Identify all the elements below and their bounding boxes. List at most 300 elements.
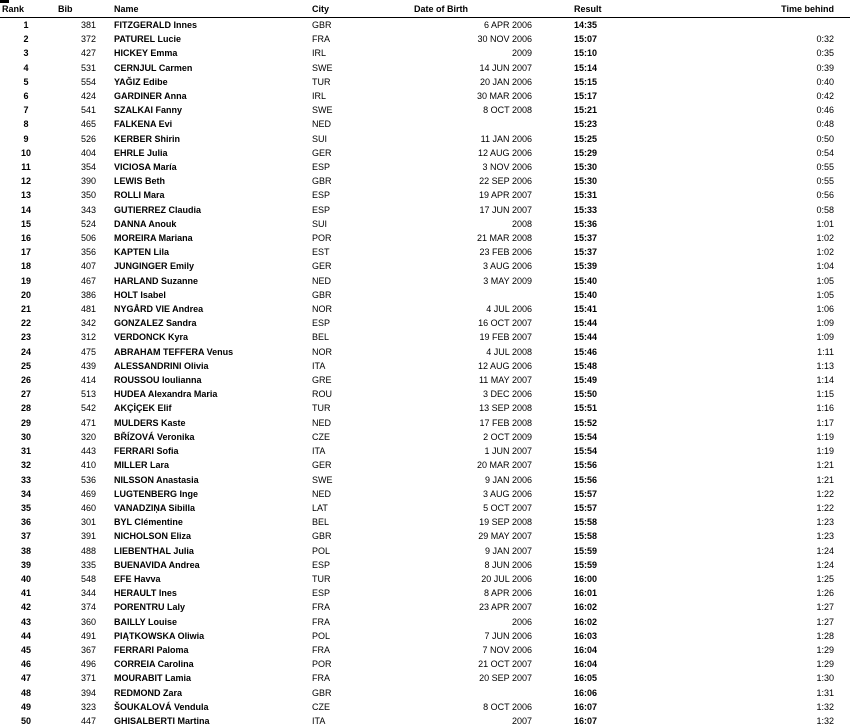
cell-rank: 35: [0, 501, 52, 515]
cell-dob: 19 FEB 2007: [380, 330, 536, 344]
cell-bib: 513: [52, 387, 100, 401]
cell-rank: 13: [0, 188, 52, 202]
cell-rank: 43: [0, 615, 52, 629]
cell-name: KERBER Shirin: [100, 132, 308, 146]
table-row[interactable]: [0, 671, 850, 685]
cell-result: 15:57: [536, 501, 684, 515]
table-row[interactable]: [0, 373, 850, 387]
cell-rank: 39: [0, 558, 52, 572]
cell-result: 15:54: [536, 430, 684, 444]
top-marker-tick: [0, 0, 9, 3]
table-row[interactable]: [0, 345, 850, 359]
cell-city: SWE: [308, 103, 380, 117]
cell-bib: 467: [52, 274, 100, 288]
cell-rank: 1: [0, 18, 52, 33]
cell-name: BŘÍZOVÁ Veronika: [100, 430, 308, 444]
cell-behind: 1:31: [684, 686, 850, 700]
cell-name: NICHOLSON Eliza: [100, 529, 308, 543]
cell-behind: 0:55: [684, 174, 850, 188]
cell-bib: 469: [52, 487, 100, 501]
table-row[interactable]: [0, 714, 850, 728]
cell-city: GBR: [308, 288, 380, 302]
cell-result: 15:50: [536, 387, 684, 401]
cell-rank: 17: [0, 245, 52, 259]
table-row[interactable]: [0, 430, 850, 444]
cell-bib: 496: [52, 657, 100, 671]
cell-name: JUNGINGER Emily: [100, 259, 308, 273]
cell-rank: 19: [0, 274, 52, 288]
cell-result: 15:21: [536, 103, 684, 117]
cell-bib: 460: [52, 501, 100, 515]
cell-rank: 9: [0, 132, 52, 146]
table-row[interactable]: [0, 231, 850, 245]
cell-bib: 372: [52, 32, 100, 46]
cell-result: 15:37: [536, 231, 684, 245]
cell-behind: 1:06: [684, 302, 850, 316]
cell-result: 15:29: [536, 146, 684, 160]
cell-dob: 20 JAN 2006: [380, 75, 536, 89]
table-row[interactable]: [0, 146, 850, 160]
cell-city: ESP: [308, 188, 380, 202]
cell-city: GER: [308, 146, 380, 160]
cell-bib: 524: [52, 217, 100, 231]
cell-dob: [380, 686, 536, 700]
table-row[interactable]: [0, 359, 850, 373]
cell-dob: 17 FEB 2008: [380, 416, 536, 430]
cell-result: 15:44: [536, 316, 684, 330]
table-row[interactable]: [0, 75, 850, 89]
cell-name: MULDERS Kaste: [100, 416, 308, 430]
table-row[interactable]: [0, 188, 850, 202]
cell-city: BEL: [308, 330, 380, 344]
cell-result: 15:33: [536, 203, 684, 217]
cell-name: GARDINER Anna: [100, 89, 308, 103]
cell-rank: 2: [0, 32, 52, 46]
cell-name: BAILLY Louise: [100, 615, 308, 629]
cell-name: NYGÅRD VIE Andrea: [100, 302, 308, 316]
table-row[interactable]: [0, 217, 850, 231]
cell-bib: 427: [52, 46, 100, 60]
cell-behind: 1:24: [684, 544, 850, 558]
cell-bib: 542: [52, 401, 100, 415]
cell-result: 14:35: [536, 18, 684, 33]
table-row[interactable]: [0, 657, 850, 671]
cell-rank: 16: [0, 231, 52, 245]
cell-result: 16:02: [536, 600, 684, 614]
cell-rank: 37: [0, 529, 52, 543]
cell-result: 15:23: [536, 117, 684, 131]
cell-city: GER: [308, 458, 380, 472]
cell-city: CZE: [308, 430, 380, 444]
cell-rank: 49: [0, 700, 52, 714]
cell-dob: 3 NOV 2006: [380, 160, 536, 174]
cell-city: SWE: [308, 61, 380, 75]
table-row[interactable]: [0, 117, 850, 131]
cell-result: 15:59: [536, 558, 684, 572]
cell-name: ŠOUKALOVÁ Vendula: [100, 700, 308, 714]
cell-result: 15:48: [536, 359, 684, 373]
cell-result: 15:25: [536, 132, 684, 146]
cell-dob: 19 SEP 2008: [380, 515, 536, 529]
cell-rank: 11: [0, 160, 52, 174]
cell-bib: 491: [52, 629, 100, 643]
cell-behind: 1:19: [684, 444, 850, 458]
cell-dob: 2006: [380, 615, 536, 629]
cell-city: EST: [308, 245, 380, 259]
cell-city: ITA: [308, 714, 380, 728]
cell-dob: 7 NOV 2006: [380, 643, 536, 657]
header-row: [0, 4, 850, 18]
cell-name: MOURABIT Lamia: [100, 671, 308, 685]
cell-dob: 9 JAN 2007: [380, 544, 536, 558]
cell-behind: 0:39: [684, 61, 850, 75]
table-row[interactable]: [0, 615, 850, 629]
table-row[interactable]: [0, 629, 850, 643]
cell-dob: 14 JUN 2007: [380, 61, 536, 75]
table-row[interactable]: [0, 401, 850, 415]
cell-bib: 350: [52, 188, 100, 202]
cell-city: IRL: [308, 46, 380, 60]
cell-rank: 41: [0, 586, 52, 600]
cell-name: HICKEY Emma: [100, 46, 308, 60]
cell-dob: 30 MAR 2006: [380, 89, 536, 103]
cell-city: GBR: [308, 529, 380, 543]
cell-result: 15:56: [536, 473, 684, 487]
cell-city: FRA: [308, 615, 380, 629]
cell-rank: 15: [0, 217, 52, 231]
cell-result: 15:39: [536, 259, 684, 273]
cell-name: NILSSON Anastasia: [100, 473, 308, 487]
cell-dob: 4 JUL 2008: [380, 345, 536, 359]
cell-dob: [380, 117, 536, 131]
cell-bib: 360: [52, 615, 100, 629]
cell-city: IRL: [308, 89, 380, 103]
cell-result: 15:31: [536, 188, 684, 202]
cell-name: CORREIA Carolina: [100, 657, 308, 671]
table-row[interactable]: [0, 700, 850, 714]
cell-city: FRA: [308, 671, 380, 685]
cell-result: 15:14: [536, 61, 684, 75]
table-row[interactable]: [0, 288, 850, 302]
cell-name: LIEBENTHAL Julia: [100, 544, 308, 558]
cell-behind: 1:25: [684, 572, 850, 586]
table-row[interactable]: [0, 686, 850, 700]
cell-behind: 1:27: [684, 600, 850, 614]
cell-result: 15:40: [536, 274, 684, 288]
cell-dob: 11 JAN 2006: [380, 132, 536, 146]
cell-bib: 475: [52, 345, 100, 359]
cell-rank: 23: [0, 330, 52, 344]
cell-name: MILLER Lara: [100, 458, 308, 472]
cell-name: FITZGERALD Innes: [100, 18, 308, 33]
cell-city: SUI: [308, 217, 380, 231]
cell-behind: 1:14: [684, 373, 850, 387]
cell-behind: 1:24: [684, 558, 850, 572]
cell-behind: [684, 18, 850, 33]
table-row[interactable]: [0, 316, 850, 330]
cell-behind: 1:17: [684, 416, 850, 430]
cell-dob: 19 APR 2007: [380, 188, 536, 202]
cell-name: HOLT Isabel: [100, 288, 308, 302]
cell-behind: 1:21: [684, 458, 850, 472]
cell-city: BEL: [308, 515, 380, 529]
table-row[interactable]: [0, 245, 850, 259]
cell-bib: 554: [52, 75, 100, 89]
table-row[interactable]: [0, 259, 850, 273]
cell-city: LAT: [308, 501, 380, 515]
table-row[interactable]: [0, 302, 850, 316]
table-row[interactable]: [0, 586, 850, 600]
table-row[interactable]: [0, 416, 850, 430]
cell-name: VICIOSA María: [100, 160, 308, 174]
cell-city: ROU: [308, 387, 380, 401]
cell-rank: 25: [0, 359, 52, 373]
table-row[interactable]: [0, 544, 850, 558]
cell-rank: 38: [0, 544, 52, 558]
cell-city: NOR: [308, 345, 380, 359]
results-table: [0, 4, 850, 728]
cell-bib: 390: [52, 174, 100, 188]
cell-city: POR: [308, 657, 380, 671]
cell-bib: 342: [52, 316, 100, 330]
cell-dob: 3 AUG 2006: [380, 487, 536, 501]
cell-rank: 45: [0, 643, 52, 657]
cell-bib: 320: [52, 430, 100, 444]
table-row[interactable]: [0, 515, 850, 529]
cell-rank: 50: [0, 714, 52, 728]
cell-rank: 10: [0, 146, 52, 160]
cell-dob: 6 APR 2006: [380, 18, 536, 33]
cell-bib: 531: [52, 61, 100, 75]
cell-dob: 3 MAY 2009: [380, 274, 536, 288]
cell-dob: [380, 288, 536, 302]
cell-bib: 344: [52, 586, 100, 600]
table-row[interactable]: [0, 174, 850, 188]
cell-behind: 1:05: [684, 274, 850, 288]
table-row[interactable]: [0, 18, 850, 33]
cell-name: GUTIERREZ Claudia: [100, 203, 308, 217]
cell-rank: 22: [0, 316, 52, 330]
cell-city: POR: [308, 231, 380, 245]
cell-dob: 17 JUN 2007: [380, 203, 536, 217]
cell-behind: 1:30: [684, 671, 850, 685]
cell-result: 16:04: [536, 657, 684, 671]
cell-behind: 1:23: [684, 529, 850, 543]
cell-dob: 20 JUL 2006: [380, 572, 536, 586]
cell-behind: 1:09: [684, 316, 850, 330]
cell-name: LEWIS Beth: [100, 174, 308, 188]
cell-bib: 356: [52, 245, 100, 259]
cell-behind: 0:46: [684, 103, 850, 117]
cell-city: CZE: [308, 700, 380, 714]
cell-result: 15:49: [536, 373, 684, 387]
cell-bib: 335: [52, 558, 100, 572]
table-row[interactable]: [0, 46, 850, 60]
table-header: [0, 4, 850, 18]
cell-result: 15:57: [536, 487, 684, 501]
cell-name: PATUREL Lucie: [100, 32, 308, 46]
cell-name: FERRARI Paloma: [100, 643, 308, 657]
cell-rank: 12: [0, 174, 52, 188]
cell-name: PIĄTKOWSKA Oliwia: [100, 629, 308, 643]
cell-result: 16:04: [536, 643, 684, 657]
table-row[interactable]: [0, 487, 850, 501]
cell-dob: 11 MAY 2007: [380, 373, 536, 387]
table-row[interactable]: [0, 32, 850, 46]
cell-behind: 1:02: [684, 231, 850, 245]
cell-bib: 447: [52, 714, 100, 728]
cell-behind: 1:04: [684, 259, 850, 273]
cell-behind: 1:11: [684, 345, 850, 359]
cell-rank: 48: [0, 686, 52, 700]
cell-city: NED: [308, 274, 380, 288]
cell-dob: 20 MAR 2007: [380, 458, 536, 472]
cell-name: CERNJUL Carmen: [100, 61, 308, 75]
cell-dob: 7 JUN 2006: [380, 629, 536, 643]
cell-bib: 439: [52, 359, 100, 373]
table-row[interactable]: [0, 330, 850, 344]
cell-result: 16:03: [536, 629, 684, 643]
cell-behind: 1:05: [684, 288, 850, 302]
cell-city: TUR: [308, 572, 380, 586]
table-row[interactable]: [0, 103, 850, 117]
cell-result: 15:51: [536, 401, 684, 415]
cell-behind: 0:58: [684, 203, 850, 217]
table-row[interactable]: [0, 132, 850, 146]
cell-dob: 23 FEB 2006: [380, 245, 536, 259]
cell-rank: 3: [0, 46, 52, 60]
cell-bib: 391: [52, 529, 100, 543]
cell-behind: 1:29: [684, 657, 850, 671]
cell-result: 15:10: [536, 46, 684, 60]
cell-city: ESP: [308, 203, 380, 217]
cell-behind: 1:32: [684, 714, 850, 728]
cell-dob: 21 MAR 2008: [380, 231, 536, 245]
cell-result: 15:58: [536, 529, 684, 543]
cell-behind: 0:54: [684, 146, 850, 160]
cell-rank: 21: [0, 302, 52, 316]
cell-bib: 312: [52, 330, 100, 344]
table-row[interactable]: [0, 444, 850, 458]
cell-result: 16:07: [536, 714, 684, 728]
column-header-result: Result: [536, 4, 684, 18]
cell-city: ITA: [308, 359, 380, 373]
cell-behind: 0:42: [684, 89, 850, 103]
table-row[interactable]: [0, 529, 850, 543]
table-row[interactable]: [0, 558, 850, 572]
table-row[interactable]: [0, 501, 850, 515]
cell-name: HARLAND Suzanne: [100, 274, 308, 288]
cell-name: KAPTEN Lila: [100, 245, 308, 259]
table-row[interactable]: [0, 387, 850, 401]
cell-behind: 1:27: [684, 615, 850, 629]
cell-result: 16:02: [536, 615, 684, 629]
cell-behind: 0:55: [684, 160, 850, 174]
cell-bib: 424: [52, 89, 100, 103]
column-header-bib: Bib: [52, 4, 100, 18]
table-row[interactable]: [0, 473, 850, 487]
cell-name: SZALKAI Fanny: [100, 103, 308, 117]
cell-city: SUI: [308, 132, 380, 146]
table-row[interactable]: [0, 203, 850, 217]
cell-behind: 0:50: [684, 132, 850, 146]
cell-behind: 1:19: [684, 430, 850, 444]
cell-name: YAĞIZ Edibe: [100, 75, 308, 89]
cell-result: 15:40: [536, 288, 684, 302]
cell-city: SWE: [308, 473, 380, 487]
cell-city: ESP: [308, 316, 380, 330]
table-row[interactable]: [0, 61, 850, 75]
cell-bib: 471: [52, 416, 100, 430]
cell-behind: 0:48: [684, 117, 850, 131]
cell-dob: 20 SEP 2007: [380, 671, 536, 685]
cell-bib: 410: [52, 458, 100, 472]
cell-rank: 40: [0, 572, 52, 586]
cell-name: VERDONCK Kyra: [100, 330, 308, 344]
cell-bib: 488: [52, 544, 100, 558]
cell-city: POL: [308, 544, 380, 558]
cell-behind: 1:28: [684, 629, 850, 643]
cell-rank: 7: [0, 103, 52, 117]
table-row[interactable]: [0, 458, 850, 472]
cell-dob: 4 JUL 2006: [380, 302, 536, 316]
cell-result: 15:41: [536, 302, 684, 316]
cell-bib: 443: [52, 444, 100, 458]
table-body: [0, 18, 850, 728]
cell-bib: 354: [52, 160, 100, 174]
cell-city: ESP: [308, 586, 380, 600]
cell-result: 15:30: [536, 160, 684, 174]
cell-behind: 1:23: [684, 515, 850, 529]
cell-result: 15:07: [536, 32, 684, 46]
cell-result: 15:54: [536, 444, 684, 458]
cell-rank: 24: [0, 345, 52, 359]
cell-result: 15:58: [536, 515, 684, 529]
cell-name: ALESSANDRINI Olivia: [100, 359, 308, 373]
cell-behind: 1:01: [684, 217, 850, 231]
cell-behind: 1:16: [684, 401, 850, 415]
cell-bib: 404: [52, 146, 100, 160]
table-row[interactable]: [0, 600, 850, 614]
cell-bib: 323: [52, 700, 100, 714]
table-row[interactable]: [0, 160, 850, 174]
table-row[interactable]: [0, 572, 850, 586]
table-row[interactable]: [0, 89, 850, 103]
cell-city: FRA: [308, 600, 380, 614]
cell-behind: 0:40: [684, 75, 850, 89]
cell-rank: 42: [0, 600, 52, 614]
cell-rank: 26: [0, 373, 52, 387]
cell-result: 15:36: [536, 217, 684, 231]
cell-city: ESP: [308, 558, 380, 572]
cell-name: ROUSSOU Ioulianna: [100, 373, 308, 387]
cell-name: HUDEA Alexandra Maria: [100, 387, 308, 401]
table-row[interactable]: [0, 274, 850, 288]
table-row[interactable]: [0, 643, 850, 657]
cell-city: NED: [308, 117, 380, 131]
cell-rank: 18: [0, 259, 52, 273]
cell-bib: 465: [52, 117, 100, 131]
cell-rank: 27: [0, 387, 52, 401]
cell-rank: 32: [0, 458, 52, 472]
cell-dob: 12 AUG 2006: [380, 359, 536, 373]
cell-result: 15:37: [536, 245, 684, 259]
cell-behind: 1:32: [684, 700, 850, 714]
cell-city: NOR: [308, 302, 380, 316]
cell-behind: 1:21: [684, 473, 850, 487]
cell-behind: 0:32: [684, 32, 850, 46]
cell-result: 15:56: [536, 458, 684, 472]
